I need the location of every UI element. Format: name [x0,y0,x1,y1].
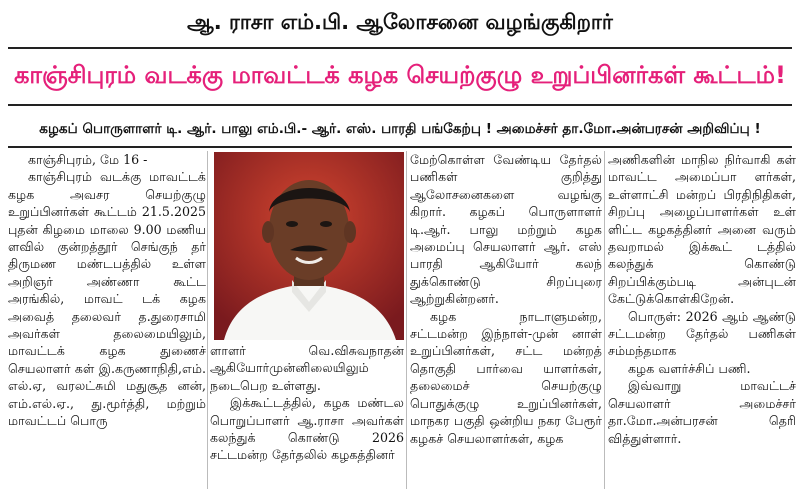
article-column-1 [8,151,206,430]
article-column-4 [608,151,796,447]
article-paragraph: காஞ்சிபுரம் வடக்கு மாவட்டக் கழக அவசர செயற்குழு உறுப்பினர்கள் கூட்டம் 21.5.2025 புதன் கிழமை மாலை 9.00 மணிய ளவில் குன்றத்தூர் செங்குந் தர் திருமண மண்டபத்தில் உள்ள அறிஞர் அண்ணா கூட்ட அரங்கில், மாவட் டக் கழக அவைத் தலைவர் த.துரைசாமி அவர்கள் தலைமையிலும், மாவட்டக் கழக துணைச் செயலாளர் கள் இ.கருணாநிதி,எம். எல்.ஏ, வரலட்சுமி மதுசூத னன், எம்.எல்.ஏ., து.மூர்த்தி, மற்றும் மாவட்டப் பொரு [8,169,206,429]
column-separator [604,151,605,489]
article-paragraph: இக்கூட்டத்தில், கழக மண்டல பொறுப்பாளர் ஆ.ராசா அவர்கள் கலந்துக் கொண்டு 2026 சட்டமன்ற தேர்தலில் கழகத்தினர் [210,395,404,463]
article-paragraph: கழக நாடாளுமன்ற, சட்டமன்ற இந்நாள்-முன் னாள் உறுப்பினர்கள், சட்ட மன்றத் தொகுதி பார்வை யாளர்கள், தலைமைச் செயற்குழு பொதுக்குழு உறுப்பினர்கள், மாநகர பகுதி ஒன்றிய நகர பேரூர் கழகச் செயலாளர்கள், கழக [410,308,602,446]
article-paragraph: மேற்கொள்ள வேண்டிய தேர்தல் பணிகள் குறித்து ஆலோசனைகளை வழங்கு கிறார். கழகப் பொருளாளர் டி.ஆர். பாலு மற்றும் கழக அமைப்பு செயலாளர் ஆர். எஸ் பாரதி ஆகியோர் கலந் துக்கொண்டு சிறப்புரை ஆற்றுகின்றனர். [410,152,602,307]
article-column-3 [410,151,602,447]
article-paragraph: பொருள்: 2026 ஆம் ஆண்டு சட்டமன்ற தேர்தல் பணிகள் சம்மந்தமாக [608,308,796,359]
column-separator [406,151,407,489]
article-column-2 [210,342,404,464]
divider-rule [8,104,792,106]
article-paragraph: கழக வளர்ச்சிப் பணி. [628,360,751,376]
kicker-heading: ஆ. ராசா எம்.பி. ஆலோசனை வழங்குகிறார் [187,10,613,34]
article-paragraph: இவ்வாறு மாவட்டச் செயலாளர் அமைச்சர் தா.மோ.அன்பரசன் தெரி வித்துள்ளார். [608,378,796,446]
column-separator [207,151,208,489]
article-paragraph: அணிகளின் மாநில நிர்வாகி கள் மாவட்ட அமைப்பா ளர்கள், உள்ளாட்சி மன்றப் பிரதிநிதிகள், சிறப்பு அழைப்பாளர்கள் உள் ளிட்ட கழகத்தினர் அனை வரும் தவறாமல் இக்கூட் டத்தில் கலந்துக் கொண்டு சிறப்பிக்கும்படி அன்புடன் கேட்டுக்கொள்கிறேன். [608,152,796,307]
divider-rule [8,47,792,49]
divider-rule [8,146,792,148]
subheadline: கழகப் பொருளாளர் டி. ஆர். பாலு எம்.பி.- ஆர். எஸ். பாரதி பங்கேற்பு ! அமைச்சர் தா.மோ.அன்பரசன் அறிவிப்பு ! [39,121,761,137]
portrait-photo [214,152,404,340]
dateline: காஞ்சிபுரம், மே 16 - [28,152,148,167]
article-paragraph: ளாளர் வெ.விசுவநாதன் ஆகியோர்முன்னிலையிலும் நடைபெற உள்ளது. [210,343,404,393]
headline: காஞ்சிபுரம் வடக்கு மாவட்டக் கழக செயற்குழு உறுப்பினர்கள் கூட்டம்! [14,61,786,89]
